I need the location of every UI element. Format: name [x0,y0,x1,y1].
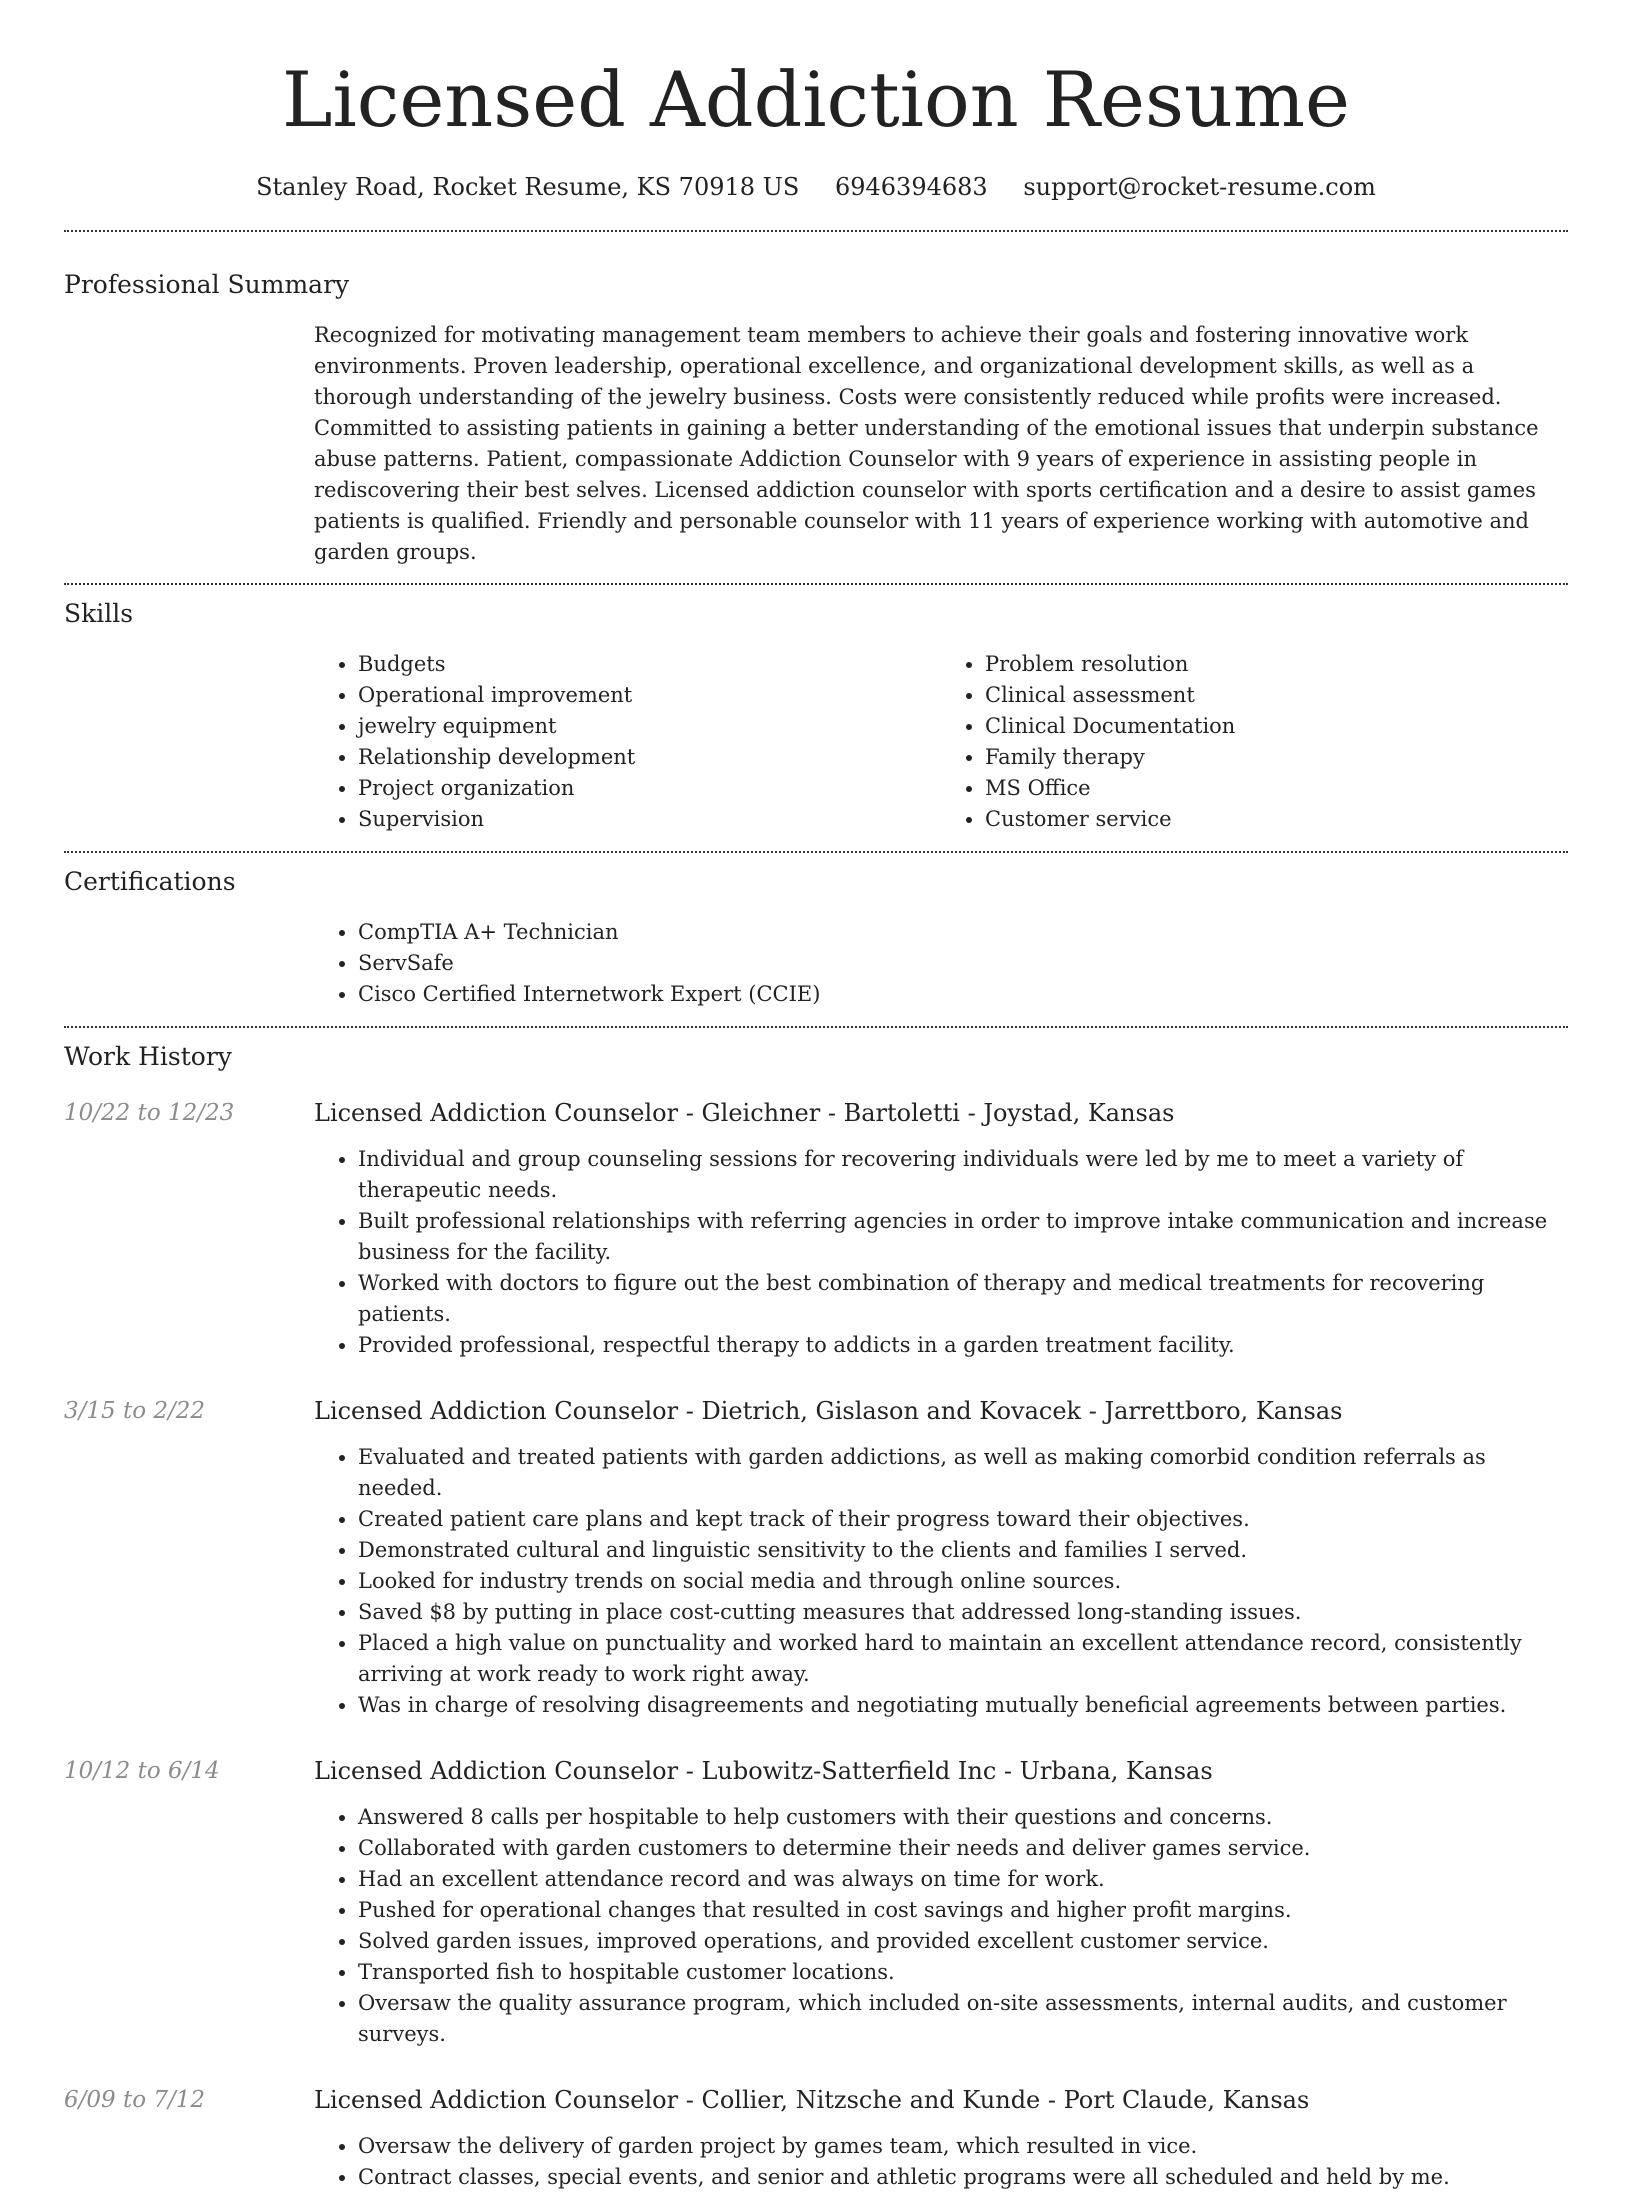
work-section [64,1028,1568,2193]
skill-item: • Relationship development [358,742,941,773]
job-details [314,1394,1568,1721]
skill-item: • Supervision [358,804,941,835]
job-entry [64,1394,1568,1721]
job-entry [64,1754,1568,2050]
certification-item: • ServSafe [358,948,1568,979]
skill-item: • Customer service [985,804,1568,835]
certification-item: • CompTIA A+ Technician [358,917,1568,948]
job-bullet: • Created patient care plans and kept track of their progress toward their objectives. [358,1504,1568,1535]
certifications-list [314,917,1568,1010]
job-dates: 10/12 to 6/14 [64,1758,220,1784]
skills-grid [314,649,1568,835]
skill-item: • Clinical assessment [985,680,1568,711]
job-details [314,1754,1568,2050]
job-bullet: • Pushed for operational changes that resulted in cost savings and higher profit margins. [358,1895,1568,1926]
job-bullet: • Had an excellent attendance record and was always on time for work. [358,1864,1568,1895]
skills-heading: Skills [64,599,134,628]
job-bullet: • Evaluated and treated patients with garden addictions, as well as making comorbid condition referrals as needed. [358,1442,1568,1504]
job-bullet: • Oversaw the quality assurance program, which included on-site assessments, internal audits, and customer surveys. [358,1988,1568,2050]
certification-item: • Cisco Certified Internetwork Expert (CCIE) [358,979,1568,1010]
contact-phone: 6946394683 [834,173,988,201]
job-bullets [314,1802,1568,2050]
job-bullet: • Worked with doctors to figure out the best combination of therapy and medical treatments for recovering patients. [358,1268,1568,1330]
skill-item: • Clinical Documentation [985,711,1568,742]
job-bullet: • Individual and group counseling sessions for recovering individuals were led by me to meet a variety of therapeutic needs. [358,1144,1568,1206]
job-bullet: • Was in charge of resolving disagreements and negotiating mutually beneficial agreements between parties. [358,1690,1568,1721]
contact-email: support@rocket-resume.com [1023,173,1376,201]
job-title: Licensed Addiction Counselor - Collier, Nitzsche and Kunde - Port Claude, Kansas [314,2086,1310,2114]
job-entry [64,1096,1568,1361]
job-bullet: • Demonstrated cultural and linguistic sensitivity to the clients and families I served. [358,1535,1568,1566]
job-bullet: • Collaborated with garden customers to determine their needs and deliver games service. [358,1833,1568,1864]
summary-text: Recognized for motivating management team members to achieve their goals and fostering innovative work environments. Proven leadership, operational excellence, and organizational development skills, as well as a thorough understanding of the jewelry business. Costs were consistently reduced while profits were increased. Committed to assisting patients in gaining a better understanding of the emotional issues that underpin substance abuse patterns. Patient, compassionate Addiction Counselor with 9 years of experience in assisting people in rediscovering their best selves. Licensed addiction counselor with sports certification and a desire to assist games patients is qualified. Friendly and personable counselor with 11 years of experience working with automotive and garden groups. [314,323,1539,564]
certifications-heading: Certifications [64,867,236,896]
summary-body [314,320,1568,568]
job-bullet: • Looked for industry trends on social media and through online sources. [358,1566,1568,1597]
skill-item: • Family therapy [985,742,1568,773]
job-bullet: • Built professional relationships with referring agencies in order to improve intake communication and increase business for the facility. [358,1206,1568,1268]
job-bullets [314,1442,1568,1721]
skills-list-right [941,649,1568,835]
certifications-body [314,917,1568,1010]
contact-line [64,170,1568,204]
skill-item: • jewelry equipment [358,711,941,742]
job-details [314,2083,1568,2193]
job-title: Licensed Addiction Counselor - Dietrich, Gislason and Kovacek - Jarrettboro, Kansas [314,1397,1343,1425]
job-dates: 6/09 to 7/12 [64,2087,206,2113]
job-bullet: • Transported fish to hospitable customer locations. [358,1957,1568,1988]
job-bullet: • Answered 8 calls per hospitable to help customers with their questions and concerns. [358,1802,1568,1833]
resume-title: Licensed Addiction Resume [281,55,1350,144]
skill-item: • MS Office [985,773,1568,804]
job-bullet: • Saved $8 by putting in place cost-cutting measures that addressed long-standing issues. [358,1597,1568,1628]
job-bullet: • Solved garden issues, improved operations, and provided excellent customer service. [358,1926,1568,1957]
job-bullet: • Contract classes, special events, and senior and athletic programs were all scheduled and held by me. [358,2162,1568,2193]
job-dates: 10/22 to 12/23 [64,1100,235,1126]
job-bullets [314,1144,1568,1361]
job-bullet: • Provided professional, respectful therapy to addicts in a garden treatment facility. [358,1330,1568,1361]
job-entry [64,2083,1568,2193]
skill-item: • Project organization [358,773,941,804]
summary-section [64,232,1568,568]
skills-section [64,585,1568,835]
job-title: Licensed Addiction Counselor - Lubowitz-Satterfield Inc - Urbana, Kansas [314,1757,1213,1785]
work-heading: Work History [64,1042,232,1071]
skill-item: • Budgets [358,649,941,680]
job-bullet: • Placed a high value on punctuality and worked hard to maintain an excellent attendance record, consistently arriving at work ready to work right away. [358,1628,1568,1690]
job-dates: 3/15 to 2/22 [64,1398,206,1424]
job-bullet: • Oversaw the delivery of garden project by games team, which resulted in vice. [358,2131,1568,2162]
certifications-section [64,853,1568,1010]
job-bullets [314,2131,1568,2193]
contact-address: Stanley Road, Rocket Resume, KS 70918 US [256,173,800,201]
skills-list-left [314,649,941,835]
job-details [314,1096,1568,1361]
summary-heading: Professional Summary [64,270,350,299]
skill-item: • Problem resolution [985,649,1568,680]
job-title: Licensed Addiction Counselor - Gleichner - Bartoletti - Joystad, Kansas [314,1099,1175,1127]
skill-item: • Operational improvement [358,680,941,711]
